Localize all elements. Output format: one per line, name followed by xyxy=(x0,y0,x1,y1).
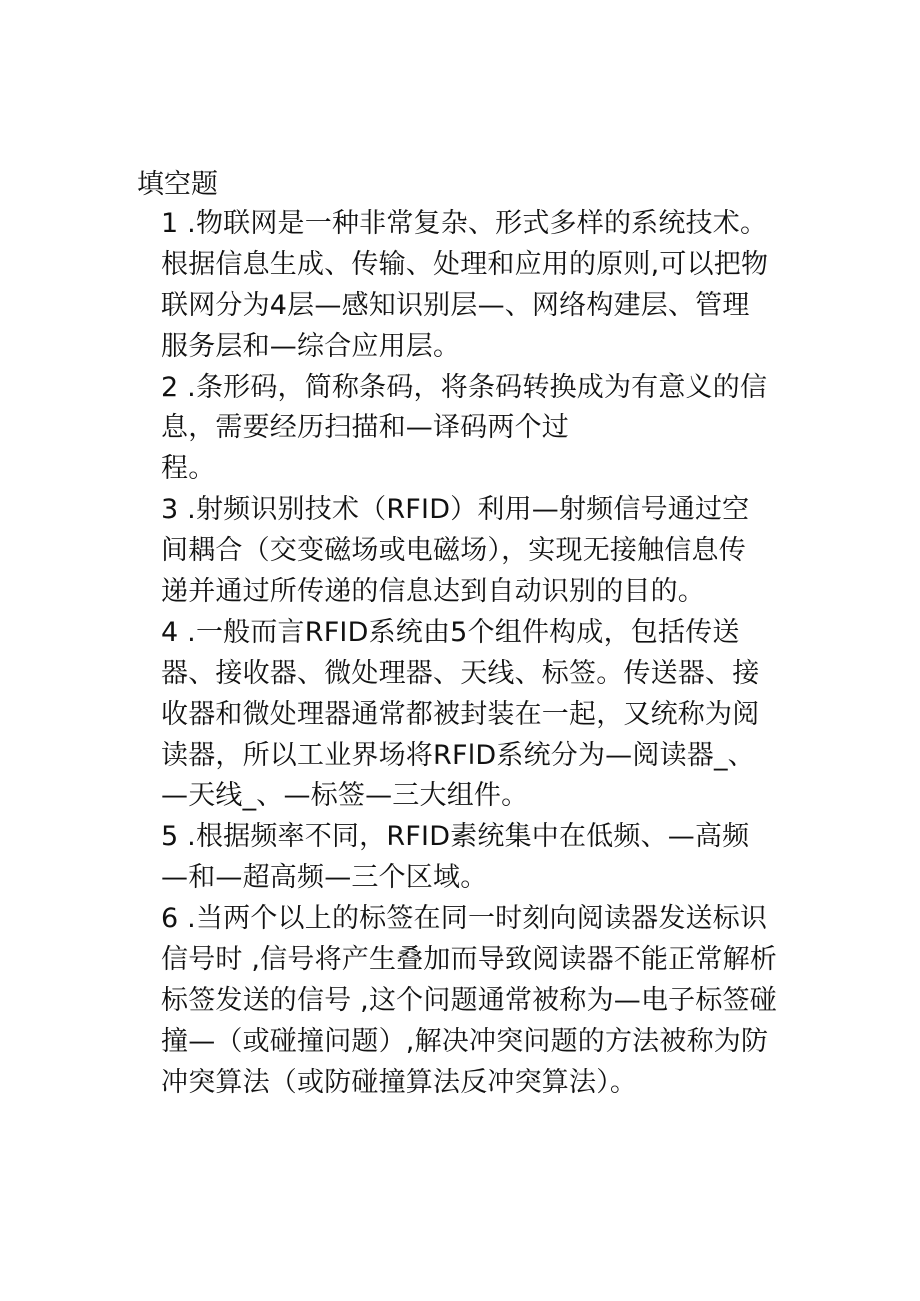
text-line: 撞—（或碰撞问题）,解决冲突问题的方法被称为防 xyxy=(161,1025,769,1057)
text-line: —天线_、—标签—三大组件。 xyxy=(161,780,529,812)
text-line: 6 .当两个以上的标签在同一时刻向阅读器发送标识 xyxy=(161,903,768,935)
text-line: 2 .条形码，简称条码，将条码转换成为有意义的信 xyxy=(161,371,768,403)
text-line: 标签发送的信号 ,这个问题通常被称为—电子标签碰 xyxy=(161,984,777,1016)
text-line: 读器，所以工业界场将RFlD系统分为—阅读器_、 xyxy=(161,739,755,771)
text-line: 收器和微处理器通常都被封装在一起，又统称为阅 xyxy=(161,698,760,730)
text-line: 递并通过所传递的信息达到自动识别的目的。 xyxy=(161,576,705,608)
text-line: 4 .一般而言RFID系统由5个组件构成，包括传送 xyxy=(161,616,740,648)
text-line: 器、接收器、微处理器、天线、标签。传送器、接 xyxy=(161,657,760,689)
text-line: 5 .根据频率不同，RFID素统集中在低频、—高频 xyxy=(161,821,750,853)
text-line: 根据信息生成、传输、处理和应用的原则,可以把物 xyxy=(161,248,769,280)
text-line: 程。 xyxy=(161,453,216,485)
text-line: 间耦合（交变磁场或电磁场），实现无接触信息传 xyxy=(161,535,746,567)
text-line: 服务层和—综合应用层。 xyxy=(161,330,461,362)
text-line: 3 .射频识别技术（RFID）利用—射频信号通过空 xyxy=(161,494,750,526)
text-line: —和—超高频—三个区域。 xyxy=(161,862,488,894)
text-line: 1 .物联网是一种非常复杂、形式多样的系统技术。 xyxy=(161,208,768,239)
section-heading: 填空题 xyxy=(137,169,218,200)
text-line: 息，需要经历扫描和—译码两个过 xyxy=(161,412,569,444)
text-line: 联网分为4层—感知识别层—、网络构建层、管理 xyxy=(161,289,750,321)
text-line: 冲突算法（或防碰撞算法反冲突算法）。 xyxy=(161,1066,638,1098)
question-text xyxy=(161,204,801,1104)
text-line: 信号时 ,信号将产生叠加而导致阅读器不能正常解析 xyxy=(161,944,777,976)
